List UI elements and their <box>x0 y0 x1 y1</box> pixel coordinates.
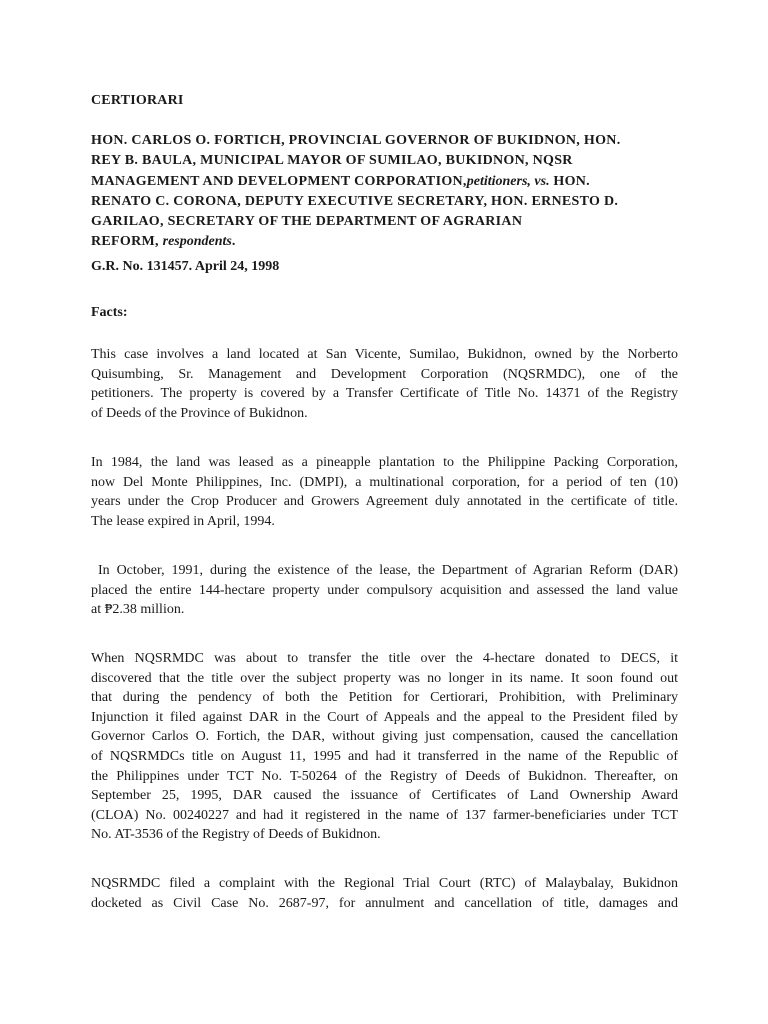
paragraph-line: now Del Monte Philippines, Inc. (DMPI), a multinational corporation, for a period of ten (10) <box>91 474 678 490</box>
parties-line-text: REFORM, <box>91 234 159 250</box>
paragraph-line: of Deeds of the Province of Bukidnon. <box>91 405 308 421</box>
facts-heading: Facts: <box>91 305 128 320</box>
parties-line: RENATO C. CORONA, DEPUTY EXECUTIVE SECRETARY, HON. ERNESTO D. <box>91 193 619 209</box>
paragraph-line: at ₱2.38 million. <box>91 602 185 618</box>
paragraph <box>91 453 678 531</box>
paragraph-line: the Philippines under TCT No. T-50264 of the Registry of Deeds of Bukidnon. Thereafter, on <box>91 768 678 784</box>
paragraph-line: NQSRMDC filed a complaint with the Regional Trial Court (RTC) of Malaybalay, Bukidnon <box>91 876 678 891</box>
parties-line <box>91 172 671 192</box>
paragraph-line: This case involves a land located at San Vicente, Sumilao, Bukidnon, owned by the Norberto <box>91 347 678 362</box>
paragraph-line: (CLOA) No. 00240227 and had it registered in the name of 137 farmer-beneficiaries under TCT <box>91 807 678 823</box>
document-title: CERTIORARI <box>91 93 184 108</box>
paragraph-line: placed the entire 144-hectare property under compulsory acquisition and assessed the land value <box>91 582 678 598</box>
paragraph-line: The lease expired in April, 1994. <box>91 513 275 529</box>
paragraph-line: years under the Crop Producer and Growers Agreement duly annotated in the certificate of title. <box>91 494 678 510</box>
paragraph-line: that during the pendency of both the Petition for Certiorari, Prohibition, with Preliminary <box>91 690 678 706</box>
case-number: G.R. No. 131457. April 24, 1998 <box>91 259 280 274</box>
paragraph <box>91 649 678 845</box>
paragraph-line: discovered that the title over the subject property was no longer in its name. It soon found out <box>91 670 678 686</box>
paragraph <box>91 874 678 913</box>
petitioners-label: petitioners, vs. <box>466 173 550 189</box>
parties-line-text: MANAGEMENT AND DEVELOPMENT CORPORATION, <box>91 173 467 189</box>
paragraph-line: No. AT-3536 of the Registry of Deeds of Bukidnon. <box>91 827 381 843</box>
hon-suffix: HON. <box>549 173 590 189</box>
paragraph <box>91 345 678 423</box>
respondents-label: respondents <box>162 234 232 250</box>
parties-line <box>91 232 671 252</box>
paragraph-line: In October, 1991, during the existence of the lease, the Department of Agrarian Reform (DAR) <box>91 563 678 578</box>
paragraph-line: Quisumbing, Sr. Management and Development Corporation (NQSRMDC), one of the <box>91 366 678 382</box>
parties-line: HON. CARLOS O. FORTICH, PROVINCIAL GOVERNOR OF BUKIDNON, HON. <box>91 133 621 148</box>
paragraph-line: docketed as Civil Case No. 2687-97, for annulment and cancellation of title, damages and <box>91 895 678 911</box>
case-parties <box>91 131 671 253</box>
paragraph <box>91 561 678 620</box>
paragraph-line: of NQSRMDCs title on August 11, 1995 and had it transferred in the name of the Republic of <box>91 748 678 764</box>
paragraph-line: In 1984, the land was leased as a pineapple plantation to the Philippine Packing Corporation, <box>91 455 678 470</box>
paragraph-line: When NQSRMDC was about to transfer the title over the 4-hectare donated to DECS, it <box>91 651 678 666</box>
paragraph-line: September 25, 1995, DAR caused the issuance of Certificates of Land Ownership Award <box>91 788 678 804</box>
respondents-end: . <box>231 234 236 250</box>
parties-line: REY B. BAULA, MUNICIPAL MAYOR OF SUMILAO, BUKIDNON, NQSR <box>91 153 573 169</box>
parties-line: GARILAO, SECRETARY OF THE DEPARTMENT OF AGRARIAN <box>91 214 523 230</box>
paragraph-line: Injunction it filed against DAR in the Court of Appeals and the appeal to the President filed by <box>91 709 678 725</box>
paragraph-line: petitioners. The property is covered by a Transfer Certificate of Title No. 14371 of the Registry <box>91 386 678 402</box>
paragraph-line: Governor Carlos O. Fortich, the DAR, without giving just compensation, caused the cancellation <box>91 729 678 745</box>
